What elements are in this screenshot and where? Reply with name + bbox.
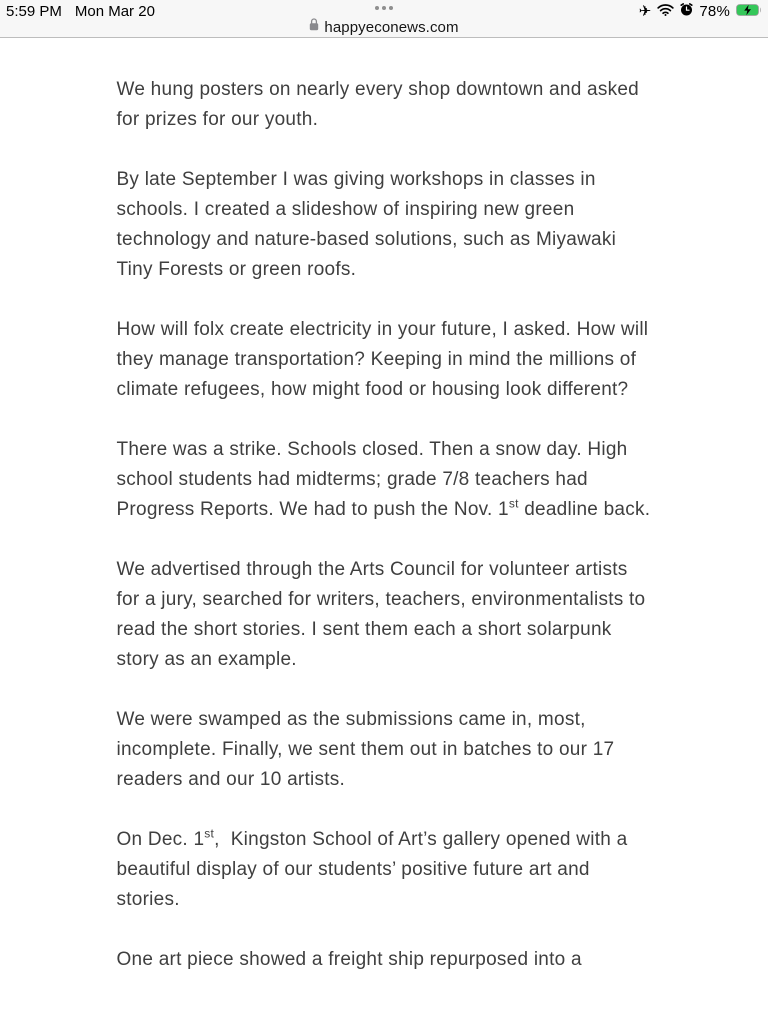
battery-percent: 78% <box>699 2 730 20</box>
paragraph: We advertised through the Arts Council for volunteer artists for a jury, searched for writers, teachers, environmentalists to read the short stories. I sent them each a short solarpunk story as an example. <box>116 559 651 670</box>
page-options-button[interactable] <box>375 6 393 10</box>
address-bar-domain: happyeconews.com <box>324 18 459 36</box>
paragraph: We were swamped as the submissions came in, most, incomplete. Finally, we sent them out in batches to our 17 readers and our 10 artists. <box>116 709 620 790</box>
address-bar[interactable] <box>0 17 768 37</box>
web-page-content <box>0 38 768 1023</box>
paragraph: By late September I was giving workshops in classes in schools. I created a slideshow of inspiring new green technology and nature-based solutions, such as Miyawaki Tiny Forests or green roofs. <box>116 169 622 280</box>
ellipsis-icon <box>389 6 393 10</box>
ellipsis-icon <box>375 6 379 10</box>
safari-toolbar <box>0 0 768 38</box>
paragraph: There was a strike. Schools closed. Then a snow day. High school students had midterms; grade 7/8 teachers had Progress Reports. We had to push the Nov. 1st deadline back. <box>116 439 651 520</box>
lock-icon <box>309 18 319 36</box>
paragraph: On Dec. 1st, Kingston School of Art’s gallery opened with a beautiful display of our students’ positive future art and stories. <box>116 826 633 910</box>
paragraph: We hung posters on nearly every shop downtown and asked for prizes for our youth. <box>116 79 645 130</box>
status-date: Mon Mar 20 <box>74 2 155 20</box>
status-time: 5:59 PM <box>6 2 62 20</box>
ellipsis-icon <box>382 6 386 10</box>
article-body <box>117 38 652 975</box>
paragraph: One art piece showed a freight ship repurposed into a <box>116 949 582 970</box>
airplane-mode-icon: ✈ <box>638 1 652 20</box>
paragraph: How will folx create electricity in your future, I asked. How will they manage transportation? Keeping in mind the millions of climate refugees, how might food or housing look different? <box>116 319 654 400</box>
